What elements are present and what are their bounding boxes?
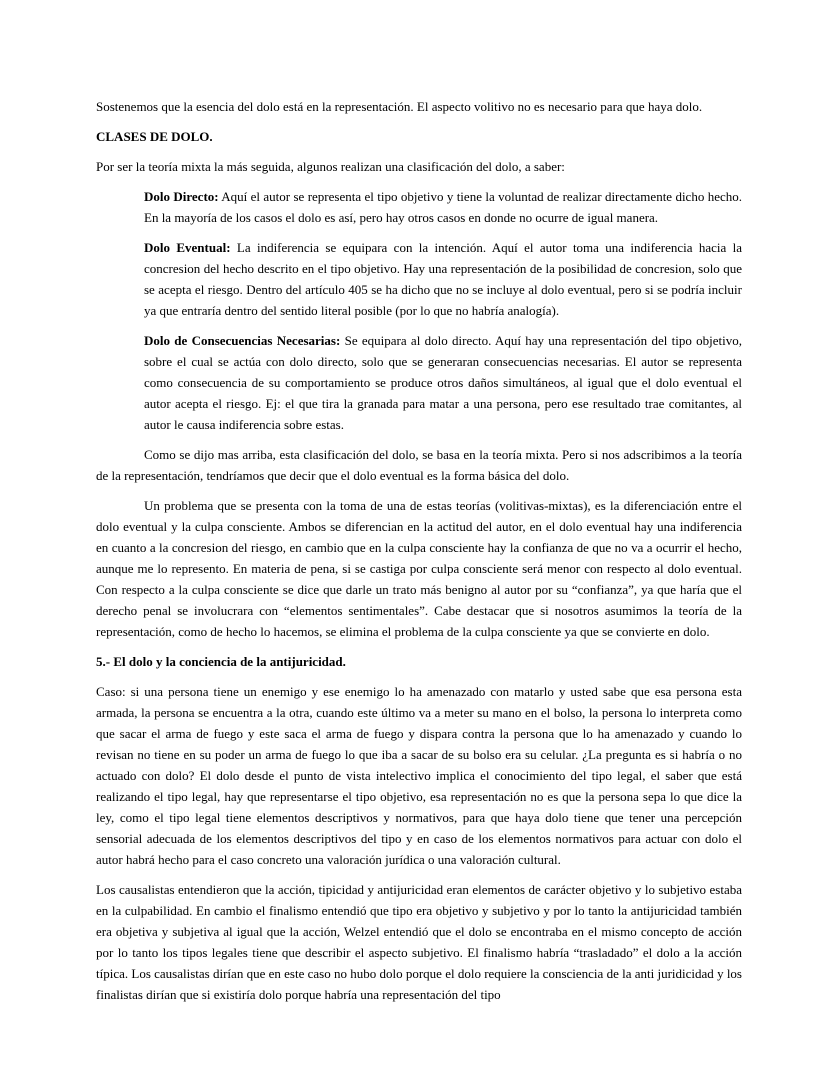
section-heading-clases-de-dolo: CLASES DE DOLO. bbox=[96, 129, 213, 144]
dolo-eventual-definition: La indiferencia se equipara con la intención. Aquí el autor toma una indiferencia hacia la concresion del hecho descrito en el tipo objetivo. Hay una representación de la posibilidad de concresion, solo que se acepta el riesgo. Dentro del artículo 405 se ha dicho que no se incluye al dolo eventual, pero si se podría incluir ya que entraría dentro del sentido literal posible (por lo que no habría analogía). bbox=[144, 240, 742, 318]
caso-paragraph: Caso: si una persona tiene un enemigo y ese enemigo lo ha amenazado con matarlo y usted sabe que esa persona esta armada, la persona se encuentra a la otra, cuando este último va a meter su mano en el bolso, la persona lo interpreta como que sacar el arma de fuego y este saca el arma de fuego y dispara contra la persona que lo ha amenazado y cuando lo revisan no tiene en su poder un arma de fuego lo que iba a sacar de su bolso era su celular. ¿La pregunta es si habría o no actuado con dolo? El dolo desde el punto de vista intelectivo implica el conocimiento del tipo legal, el saber que está realizando el tipo legal, hay que representarse el tipo objetivo, esa representación no es que la persona sepa lo que dice la ley, como el tipo legal tiene elementos descriptivos y normativos, para que haya dolo tiene que tener una percepción sensorial adecuada de los elementos descriptivos del tipo y en caso de los elementos normativos para actuar con dolo el autor habrá hecho para el caso concreto una valoración jurídica o una valoración cultural. bbox=[96, 684, 742, 867]
section-heading-dolo-antijuricidad: 5.- El dolo y la conciencia de la antijuricidad. bbox=[96, 654, 346, 669]
classification-intro-paragraph: Por ser la teoría mixta la más seguida, algunos realizan una clasificación del dolo, a saber: bbox=[96, 159, 565, 174]
dolo-consecuencias-term: Dolo de Consecuencias Necesarias: bbox=[144, 333, 341, 348]
intro-paragraph: Sostenemos que la esencia del dolo está en la representación. El aspecto volitivo no es necesario para que haya dolo. bbox=[96, 99, 703, 114]
dolo-directo-block bbox=[144, 186, 742, 228]
como-se-dijo-paragraph: Como se dijo mas arriba, esta clasificación del dolo, se basa en la teoría mixta. Pero si nos adscribimos a la teoría de la representación, tendríamos que decir que el dolo eventual es la forma básica del dolo. bbox=[96, 447, 742, 483]
dolo-consecuencias-block bbox=[144, 330, 742, 435]
dolo-eventual-term: Dolo Eventual: bbox=[144, 240, 231, 255]
dolo-directo-definition: Aquí el autor se representa el tipo objetivo y tiene la voluntad de realizar directamente dicho hecho. En la mayoría de los casos el dolo es así, pero hay otros casos en donde no ocurre de igual manera. bbox=[144, 189, 742, 225]
dolo-consecuencias-definition: Se equipara al dolo directo. Aquí hay una representación del tipo objetivo, sobre el cual se actúa con dolo directo, solo que se generaran consecuencias necesarias. El autor se representa como consecuencia de su comportamiento se produce otros daños simultáneos, al igual que el dolo eventual el autor acepta el riesgo. Ej: el que tira la granada para matar a una persona, pero ese resultado trae comitantes, al autor le causa indiferencia sobre estas. bbox=[144, 333, 742, 432]
dolo-directo-term: Dolo Directo: bbox=[144, 189, 219, 204]
causalistas-paragraph: Los causalistas entendieron que la acción, tipicidad y antijuricidad eran elementos de carácter objetivo y lo subjetivo estaba en la culpabilidad. En cambio el finalismo entendió que tipo era objetivo y subjetivo y por lo tanto la antijuricidad también era objetiva y subjetiva al igual que la acción, Welzel entendió que el dolo se encontraba en el mismo concepto de acción por lo tanto los tipos legales tiene que describir el aspecto subjetivo. El finalismo habría “trasladado” el dolo a la acción típica. Los causalistas dirían que en este caso no hubo dolo porque el dolo requiere la consciencia de la anti juridicidad y los finalistas dirían que si existiría dolo porque habría una representación del tipo bbox=[96, 882, 742, 1002]
dolo-eventual-block bbox=[144, 237, 742, 321]
un-problema-paragraph: Un problema que se presenta con la toma de una de estas teorías (volitivas-mixtas), es la diferenciación entre el dolo eventual y la culpa consciente. Ambos se diferencian en la actitud del autor, en el dolo eventual hay una indiferencia en cuanto a la concresion del riesgo, en cambio que en la culpa consciente hay la confianza de que no va a ocurrir el hecho, aunque me lo represento. En materia de pena, si se castiga por culpa consciente será menor con respecto al dolo eventual. Con respecto a la culpa consciente se dice que darle un trato más benigno al autor por su “confianza”, ya que haría que el derecho penal se involucrara con “elementos sentimentales”. Cabe destacar que si nosotros asumimos la teoría de la representación, como de hecho lo hacemos, se elimina el problema de la culpa consciente ya que se convierte en dolo. bbox=[96, 498, 742, 639]
